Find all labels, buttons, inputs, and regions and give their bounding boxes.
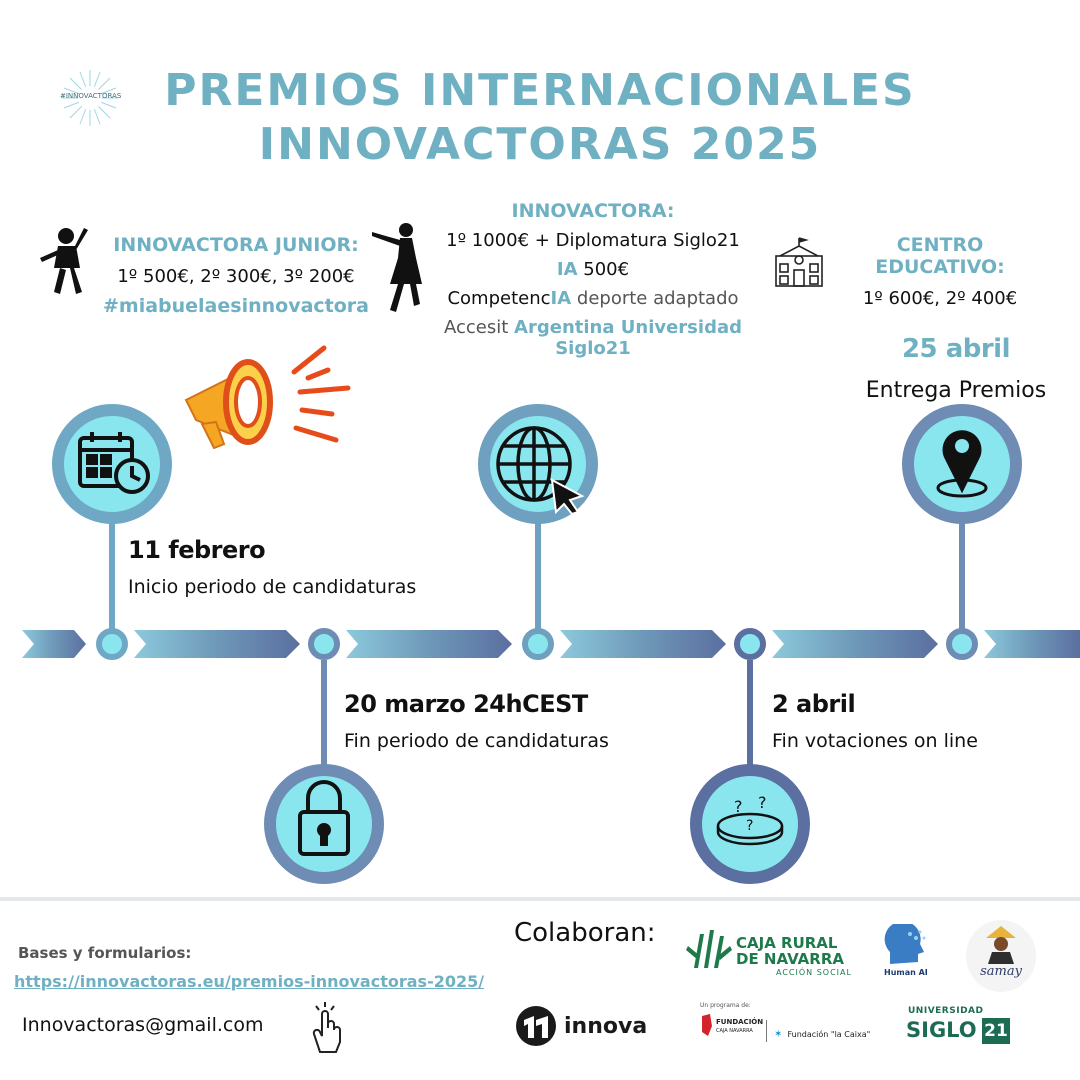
wheat-icon xyxy=(686,928,732,972)
fundacion-cn-line2: CAJA NAVARRA xyxy=(716,1028,753,1034)
siglo21-top: UNIVERSIDAD xyxy=(908,1006,984,1016)
milestone-5-desc: Entrega Premios xyxy=(865,378,1047,403)
lock-icon xyxy=(296,776,352,864)
comp-prefix: Competenc xyxy=(447,288,551,309)
megaphone-icon xyxy=(176,340,356,464)
milestone-1-desc: Inicio periodo de candidaturas xyxy=(128,576,417,598)
voting-icon xyxy=(710,790,790,850)
caja-rural-line2: DE NAVARRA xyxy=(736,950,844,968)
logo-divider xyxy=(766,1020,767,1042)
fundacion-lacaixa-text: Fundación "la Caixa" xyxy=(787,1030,871,1039)
milestone-4-desc: Fin votaciones on line xyxy=(772,730,978,752)
innovactora-line1: 1º 1000€ + Diplomatura Siglo21 xyxy=(446,230,740,251)
milestone-2-date: 20 marzo 24hCEST xyxy=(344,690,588,718)
ia-prefix: IA xyxy=(556,259,578,280)
innova-logo xyxy=(514,1004,654,1050)
innovactora-accesit-line xyxy=(410,317,776,359)
comp-ia: IA xyxy=(550,288,572,309)
location-pin-icon xyxy=(934,422,990,506)
svg-text:?: ? xyxy=(758,793,767,812)
colaboran-label: Colaboran: xyxy=(514,918,656,948)
innovactora-ia-line xyxy=(410,259,776,280)
timeline-node-1 xyxy=(96,628,128,660)
innova-text: innova xyxy=(564,1014,648,1039)
timeline-node-2 xyxy=(308,628,340,660)
timeline-node-3 xyxy=(522,628,554,660)
head-profile-icon xyxy=(880,924,928,966)
hashtag-logo-text: #INNOVACTORAS xyxy=(60,92,122,100)
milestone-4-date: 2 abril xyxy=(772,690,856,718)
caja-rural-line1: CAJA RURAL xyxy=(736,934,838,952)
connector-5 xyxy=(959,520,965,630)
page-title-line2: INNOVACTORAS 2025 xyxy=(258,119,822,170)
timeline-node-5 xyxy=(946,628,978,660)
innovactora-comp-line xyxy=(410,288,776,309)
centro-amounts: 1º 600€, 2º 400€ xyxy=(862,288,1018,309)
innova-emblem-icon xyxy=(514,1004,558,1048)
star-icon: ✶ xyxy=(774,1029,783,1040)
footer-divider xyxy=(0,897,1080,901)
fundacion-lacaixa-logo xyxy=(774,1022,870,1041)
milestone-2-desc: Fin periodo de candidaturas xyxy=(344,730,609,752)
junior-amounts: 1º 500€, 2º 300€, 3º 200€ xyxy=(117,266,355,287)
accesit-label: Accesit xyxy=(444,317,515,338)
timeline-node-4 xyxy=(734,628,766,660)
milestone-1-date: 11 febrero xyxy=(128,536,266,564)
milestone-5-date: 25 abril xyxy=(901,334,1011,364)
svg-text:?: ? xyxy=(746,818,754,834)
human-ai-logo xyxy=(880,924,936,984)
ia-amount: 500€ xyxy=(577,259,630,280)
siglo21-num: 21 xyxy=(982,1018,1010,1044)
accesit-value: Argentina Universidad Siglo21 xyxy=(514,317,742,359)
connector-3 xyxy=(535,520,541,630)
connector-1 xyxy=(109,520,115,630)
junior-heading: INNOVACTORA JUNIOR: xyxy=(113,234,359,256)
programa-label: Un programa de: xyxy=(700,1002,751,1009)
innovactora-heading: INNOVACTORA: xyxy=(511,200,675,222)
fundacion-emblem-icon xyxy=(700,1012,714,1038)
page-title-line1: PREMIOS INTERNACIONALES xyxy=(164,65,916,116)
samay-logo xyxy=(966,920,1036,992)
human-ai-text: Human AI xyxy=(884,968,928,977)
caja-rural-logo xyxy=(686,928,856,984)
calendar-clock-icon xyxy=(76,428,152,502)
caja-rural-sub: ACCIÓN SOCIAL xyxy=(776,968,852,977)
centro-heading: CENTRO EDUCATIVO: xyxy=(875,234,1005,278)
connector-4 xyxy=(747,660,753,770)
bases-link[interactable]: https://innovactoras.eu/premios-innovactoras-2025/ xyxy=(14,972,485,991)
bases-label: Bases y formularios: xyxy=(18,944,192,962)
comp-suffix: deporte adaptado xyxy=(571,288,739,309)
connector-2 xyxy=(321,660,327,770)
svg-text:?: ? xyxy=(734,797,743,816)
fundacion-caja-navarra-logo xyxy=(700,1012,766,1042)
fundacion-cn-line1: FUNDACIÓN xyxy=(716,1018,764,1026)
email-text[interactable]: Innovactoras@gmail.com xyxy=(22,1014,264,1036)
siglo21-main: SIGLO xyxy=(906,1018,977,1042)
school-building-icon xyxy=(772,236,826,292)
globe-cursor-icon xyxy=(494,424,586,520)
junior-hashtag: #miabuelaesinnovactora xyxy=(102,295,369,317)
siglo21-logo xyxy=(906,1006,1016,1046)
girl-silhouette-icon xyxy=(36,222,92,306)
hand-pointer-icon xyxy=(306,1000,346,1058)
samay-text: samay xyxy=(980,964,1022,979)
